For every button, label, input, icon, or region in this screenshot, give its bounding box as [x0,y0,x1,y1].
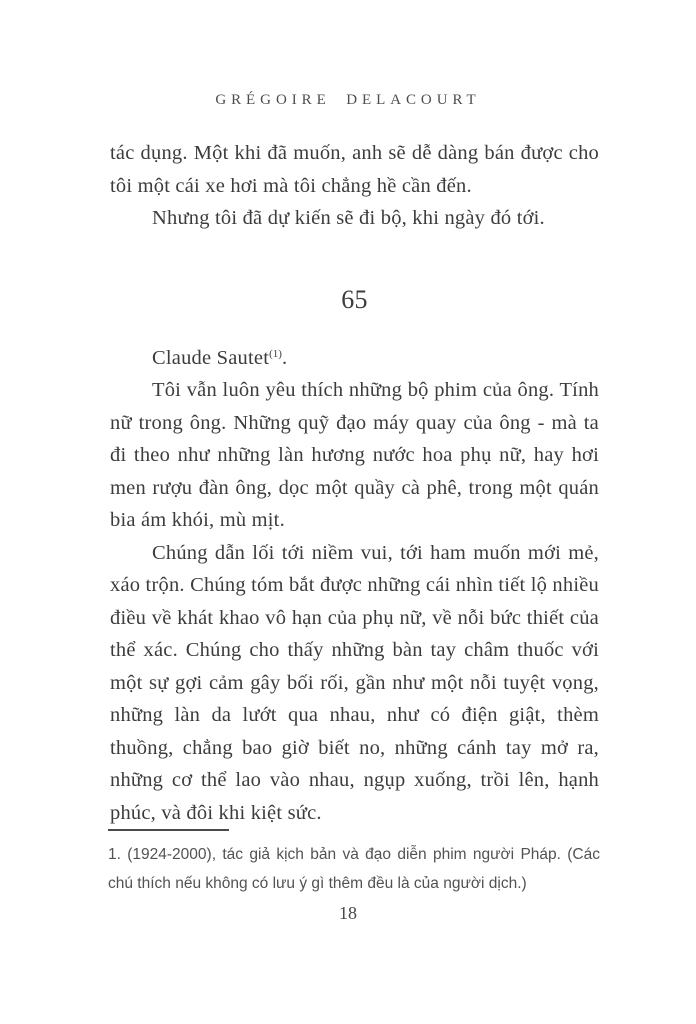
paragraph-claude-sautet [110,342,599,375]
footnote-marker: (1) [269,347,282,360]
running-header: GRÉGOIRE DELACOURT [215,92,481,108]
claude-sautet-period: . [281,346,288,369]
chapter-number: 65 [341,284,368,314]
paragraph-films: Tôi vẫn luôn yêu thích những bộ phim của ông. Tính nữ trong ông. Những quỹ đạo máy quay của ông - mà ta đi theo như những làn hương nước hoa phụ nữ, hay hơi men rượu đàn ông, dọc một quầy cà phê, trong một quán bia ám khói, mù mịt. [110,379,599,531]
page-body [110,137,599,829]
footnote-section [108,829,600,898]
footnote-rule [108,829,229,831]
paragraph-desire: Chúng dẫn lối tới niềm vui, tới ham muốn mới mẻ, xáo trộn. Chúng tóm bắt được những cái nhìn tiết lộ nhiều điều về khát khao vô hạn của phụ nữ, về nỗi bức thiết của thể xác. Chúng cho thấy những bàn tay châm thuốc với một sự gợi cảm gây bối rối, gần như một nỗi tuyệt vọng, những làn da lướt qua nhau, như có điện giật, thèm thuồng, chẳng bao giờ biết no, những cánh tay mở ra, những cơ thể lao vào nhau, ngụp xuống, trồi lên, hạnh phúc, và đôi khi kiệt sức. [110,541,599,824]
page-number: 18 [339,903,357,923]
paragraph-walking: Nhưng tôi đã dự kiến sẽ đi bộ, khi ngày đó tới. [152,207,545,229]
claude-sautet-name: Claude Sautet [152,346,270,369]
paragraph-continuation: tác dụng. Một khi đã muốn, anh sẽ dễ dàng bán được cho tôi một cái xe hơi mà tôi chẳng hề cần đến. [110,142,599,197]
footnote-text: 1. (1924-2000), tác giả kịch bản và đạo diễn phim người Pháp. (Các chú thích nếu không có lưu ý gì thêm đều là của người dịch.) [108,846,600,892]
